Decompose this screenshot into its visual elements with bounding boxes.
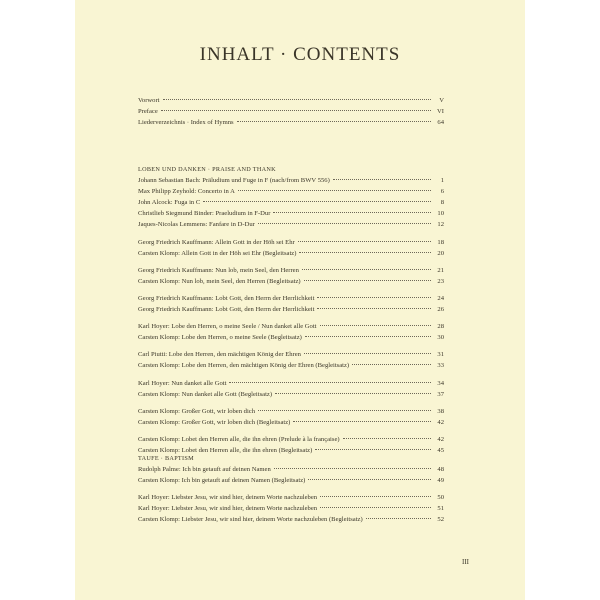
toc-entry-page: 31	[437, 351, 444, 359]
toc-entry-title: Karl Hoyer: Lobe den Herren, o meine Seele / Nun danket alle Gott	[138, 323, 317, 331]
toc-entry-title: Carsten Klomp: Lobet den Herren alle, die ihn ehren (Begleitsatz)	[138, 446, 313, 454]
dot-leader	[229, 382, 431, 383]
toc-entry	[138, 106, 444, 117]
toc-entry-page: 23	[437, 277, 444, 285]
toc-entry	[138, 434, 444, 445]
section-baptism	[138, 453, 444, 526]
toc-entry	[138, 219, 444, 230]
toc-entry-page: 1	[440, 177, 444, 185]
dot-leader	[163, 99, 432, 100]
toc-entry-page: 51	[437, 505, 444, 513]
toc-entry	[138, 389, 444, 400]
toc-entry-page: V	[439, 97, 444, 104]
toc-entry-title: Carsten Klomp: Liebster Jesu, wir sind hier, deinem Worte nachzuleben (Begleitsatz)	[138, 516, 363, 524]
toc-entry-page: 34	[437, 379, 444, 387]
dot-leader	[304, 280, 431, 281]
toc-entry-title: Karl Hoyer: Liebster Jesu, wir sind hier, deinem Worte nachzuleben	[138, 494, 318, 502]
dot-leader	[320, 325, 431, 326]
toc-entry	[138, 464, 444, 475]
toc-entry-page: 6	[440, 188, 444, 196]
dot-leader	[304, 353, 431, 354]
dot-leader	[320, 507, 431, 508]
toc-entry-page: 21	[437, 266, 444, 274]
dot-leader	[161, 110, 431, 111]
toc-entry-title: Carsten Klomp: Großer Gott, wir loben dich (Begleitsatz)	[138, 418, 291, 426]
toc-entry-title: Carsten Klomp: Ich bin getauft auf deinen Namen (Begleitsatz)	[138, 477, 306, 485]
toc-entry	[138, 321, 444, 332]
dot-leader	[203, 201, 431, 202]
toc-entry-title: Georg Friedrich Kauffmann: Lobt Gott, den Herrn der Herrlichkeit	[138, 294, 315, 302]
toc-entry-title: Johann Sebastian Bach: Präludium und Fuge in F (nach/from BWV 556)	[138, 177, 330, 185]
toc-entry-page: 48	[437, 466, 444, 474]
toc-entry	[138, 237, 444, 248]
toc-entry-page: 42	[437, 418, 444, 426]
dot-leader	[275, 393, 431, 394]
toc-entry	[138, 186, 444, 197]
toc-entry-page: 50	[437, 494, 444, 502]
toc-entry-page: 18	[437, 238, 444, 246]
toc-entry-page: VI	[437, 108, 444, 116]
toc-entry	[138, 276, 444, 287]
toc-entry	[138, 95, 444, 106]
toc-entry	[138, 293, 444, 304]
dot-leader	[293, 421, 431, 422]
dot-leader	[298, 241, 431, 242]
dot-leader	[308, 479, 431, 480]
toc-entry	[138, 175, 444, 186]
toc-entry-page: 64	[437, 119, 444, 127]
toc-entry	[138, 360, 444, 371]
dot-leader	[317, 308, 431, 309]
toc-entry-title: Carsten Klomp: Nun danket alle Gott (Begleitsatz)	[138, 390, 273, 398]
dot-leader	[315, 449, 431, 450]
toc-entry-title: Georg Friedrich Kauffmann: Lobt Gott, den Herrn der Herrlichkeit	[138, 306, 315, 314]
toc-entry-page: 24	[437, 294, 444, 302]
section-praise-and-thank	[138, 164, 444, 456]
section-heading: LOBEN UND DANKEN · PRAISE AND THANK	[138, 166, 276, 173]
toc-entry-page: 26	[437, 306, 444, 314]
dot-leader	[352, 364, 431, 365]
toc-entry	[138, 503, 444, 514]
dot-leader	[305, 336, 431, 337]
front-matter-list	[138, 95, 444, 128]
toc-entry-page: 38	[437, 407, 444, 415]
toc-entry	[138, 349, 444, 360]
toc-entry-title: Max Philipp Zeyhold: Concerto in A	[138, 188, 235, 196]
toc-entry-title: Carsten Klomp: Allein Gott in der Höh sei Ehr (Begleitsatz)	[138, 249, 297, 257]
toc-entry	[138, 406, 444, 417]
book-page	[75, 0, 525, 600]
dot-leader	[299, 252, 431, 253]
dot-leader	[333, 179, 431, 180]
toc-entry-title: Carl Piutti: Lobe den Herren, den mächtigen König der Ehren	[138, 351, 301, 359]
toc-entry-page: 49	[437, 477, 444, 485]
toc-entry-title: Carsten Klomp: Nun lob, mein Seel, den Herren (Begleitsatz)	[138, 277, 301, 285]
toc-entry-page: 20	[437, 249, 444, 257]
toc-entry	[138, 265, 444, 276]
toc-entry-page: 30	[437, 334, 444, 342]
toc-entry	[138, 417, 444, 428]
toc-entry-title: Liederverzeichnis · Index of Hymns	[138, 119, 234, 127]
toc-entry	[138, 475, 444, 486]
toc-entry-page: 8	[440, 199, 444, 207]
toc-entry	[138, 117, 444, 128]
toc-entry-title: Preface	[138, 108, 158, 116]
toc-entry-title: Georg Friedrich Kauffmann: Nun lob, mein Seel, den Herren	[138, 266, 299, 274]
toc-entry-page: 42	[437, 435, 444, 443]
toc-entry-title: Jaques-Nicolas Lemmens: Fanfare in D-Dur	[138, 221, 255, 229]
toc-entry-title: Christlieb Siegmund Binder: Praeludium in F-Dur	[138, 210, 271, 218]
toc-entry-title: Carsten Klomp: Lobe den Herren, o meine Seele (Begleitsatz)	[138, 334, 302, 342]
page-number: III	[462, 558, 469, 566]
toc-entry-title: Vorwort	[138, 97, 160, 104]
toc-entry-title: Carsten Klomp: Lobe den Herren, den mächtigen König der Ehren (Begleitsatz)	[138, 362, 350, 370]
dot-leader	[343, 438, 431, 439]
toc-entry	[138, 208, 444, 219]
toc-entry	[138, 514, 444, 525]
toc-entry	[138, 492, 444, 503]
dot-leader	[302, 269, 431, 270]
toc-entry-title: Georg Friedrich Kauffmann: Allein Gott in der Höh sei Ehr	[138, 238, 295, 246]
toc-entry	[138, 304, 444, 315]
toc-entry	[138, 332, 444, 343]
dot-leader	[317, 297, 431, 298]
toc-entry-page: 37	[437, 390, 444, 398]
toc-entry-title: Rudolph Palme: Ich bin getauft auf deinen Namen	[138, 466, 271, 474]
dot-leader	[238, 190, 431, 191]
dot-leader	[258, 223, 431, 224]
toc-entry-page: 12	[437, 221, 444, 229]
toc-entry-title: Karl Hoyer: Nun danket alle Gott	[138, 379, 227, 387]
dot-leader	[273, 212, 431, 213]
toc-entry-page: 45	[437, 446, 444, 454]
dot-leader	[274, 468, 431, 469]
toc-entry-title: Carsten Klomp: Lobet den Herren alle, die ihn ehren (Prelude à la française)	[138, 435, 340, 443]
toc-entry-title: Carsten Klomp: Großer Gott, wir loben dich	[138, 407, 256, 415]
toc-entry	[138, 197, 444, 208]
toc-entry	[138, 378, 444, 389]
dot-leader	[320, 496, 431, 497]
toc-entry-page: 10	[437, 210, 444, 218]
toc-entry-page: 33	[437, 362, 444, 370]
toc-entry-title: John Alcock: Fuga in C	[138, 199, 201, 207]
dot-leader	[366, 518, 431, 519]
section-heading: TAUFE · BAPTISM	[138, 455, 194, 462]
dot-leader	[258, 410, 431, 411]
toc-entry-page: 52	[437, 516, 444, 524]
toc-entry-title: Karl Hoyer: Liebster Jesu, wir sind hier, deinem Worte nachzuleben	[138, 505, 318, 513]
page-title: INHALT · CONTENTS	[199, 44, 401, 65]
toc-entry	[138, 248, 444, 259]
toc-entry-page: 28	[437, 323, 444, 331]
dot-leader	[237, 121, 431, 122]
